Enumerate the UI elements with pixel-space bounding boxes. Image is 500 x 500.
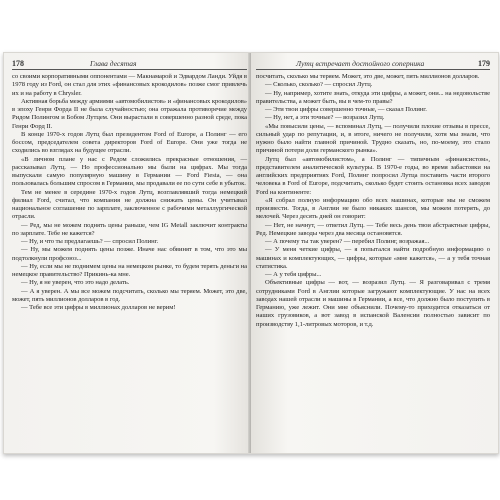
paragraph: — Ну, например, хотите знать, откуда эти цифры, а может, они... на недовольстве правительства, а может быть, вы в чем-то правы? bbox=[256, 89, 490, 105]
paragraph: со своими корпоративными оппонентами — Макнамарой и Эдвардом Ланди. Уйдя в 1978 году из Ford, он стал для этих «финансовых крокодилов» позже смог привлечь их и на работу в Chrysler. bbox=[12, 73, 247, 97]
paragraph: Активная борьба между армиями «автомобилистов» и «финансовых крокодилов» в эпоху Генри Форда II не была случайностью; она отражала противоречие между Ридом Полингом и Бобом Лутцем. Они вырастали в совершенно разной среде, пока Генри Форд II. bbox=[12, 97, 247, 130]
right-page-number: 179 bbox=[478, 59, 490, 68]
paragraph: — Ред, мы не можем поднять цены раньше, чем IG Metall заключит контракты по зарплате. Тебе не кажется? bbox=[12, 221, 247, 237]
paragraph: — А у тебя цифры... bbox=[265, 271, 322, 278]
paragraph: — Ну, мы можем поднять цены позже. Иначе нас обвинят в том, что это мы подтолкнули профсоюз... bbox=[12, 246, 247, 262]
paragraph: Объективные цифры — вот, — возразил Лутц. — Я разговаривал с тремя сотрудниками Ford в Англии которые загружают комплектующие. У нас на всех заводах нашей отрасли и машины в Германии, а все, что должно было поступить в Германию, уже лежит. Они мне объяснили. Почему-то приходится отказаться от наших грузовиков, а вот завод в испанской Валенсии полностью зависит по производству 1,1-литровых моторов, и т.д. bbox=[256, 279, 490, 328]
paragraph: — Эти твои цифры совершенно точные, — сказал Полинг. bbox=[265, 106, 427, 113]
paragraph: — Ну, нет, а эти точные? — возразил Лутц. bbox=[265, 114, 385, 122]
paragraph: Лутц был «автомобилистом», а Полинг — типичным «финансистом», представителем аналитической культуры. В 1970-е годы, во время забастовки на английских предприятиях Ford, Полинг попросил Лутца поставить части второго человека в Ford of Europe, подсчитать, сколько будет стоить остановка всех заводов Ford на континенте: bbox=[256, 155, 490, 196]
left-running-title: Глава десятая bbox=[90, 59, 137, 68]
paragraph: посчитать, сколько мы теряем. Может, это две, может, пять миллионов долларов. bbox=[256, 73, 480, 80]
paragraph: «Мы повысили цены, — вспоминал Лутц, — получили плохие отзывы в прессе, сильный удар по репутации, и, в итоге, ничего не получили, хотя мы знали, что нужно было найти главной причиной. Трудно сказать, но, по-моему, это стало причиной потери доли германского рынка». bbox=[256, 122, 490, 155]
paragraph: — Сколько, сколько? — спросил Лутц. bbox=[265, 81, 373, 89]
left-page bbox=[4, 53, 251, 453]
paragraph: — У меня четкие цифры, — я попытался найти подробную информацию о машинах и комплектующих, — цифры, которые «мне кажется», — а у тебя точная статистика. bbox=[256, 246, 490, 270]
paragraph: Тем не менее в середине 1970-х годов Лутц, возглавлявший тогда немецкий филиал Ford, считал, что компания не должна снижать цены. Он учитывал национальное соглашение по зарплате, заключенное с рабочими металлургической отрасли. bbox=[12, 188, 247, 221]
paragraph: — Нет, не начнут, — ответил Лутц. — Тебе весь день твои абстрактные цифры, Ред. Немецкие заводы через два месяца остановятся. bbox=[256, 221, 490, 237]
paragraph: — Ну, я не уверен, что это надо делать. bbox=[21, 279, 130, 287]
paragraph: — Ну, если мы не поднимем цены на немецком рынке, то будем терять деньги на немецкое правительство? Прикинь-ка мне. bbox=[12, 262, 247, 278]
left-page-header bbox=[12, 59, 247, 70]
paragraph: «В личном плане у нас с Редом сложились прекрасные отношения, — рассказывал Лутц. — Но профессионально мы были на цифрах. Мы тогда выпускали самую популярную машину в Германии — Ford Fiesta, — она пользовалась большим спросом в Германии, мы продавали ее по сути себе в убыток. bbox=[12, 155, 247, 188]
paragraph: — А я уверен. А мы все можем подсчитать, сколько мы теряем. Может, это две, может, пять миллионов долларов в год. bbox=[12, 287, 247, 303]
paragraph: В конце 1970-х годов Лутц был президентом Ford of Europe, а Полинг — его боссом, председателем совета директоров Ford of Europe. Они уже тогда не сходились во взглядах на будущее отрасли. bbox=[12, 130, 247, 155]
right-page bbox=[251, 53, 498, 453]
book-spread bbox=[3, 52, 499, 454]
paragraph: — А почему ты так уверен? — перебил Полинг, возражая... bbox=[265, 238, 430, 245]
paragraph: — Тебе все эти цифры в миллионах долларов не верим! bbox=[21, 304, 176, 311]
left-page-body bbox=[12, 73, 247, 312]
paragraph: «Я собрал полную информацию обо всех машинах, которые мы не сможем произвести. Тогда, в Англии не было никаких шансов, мы можем потерять, до мелочей. Через десять дней он говорит: bbox=[256, 196, 490, 221]
right-running-title: Лутц встречает достойного соперника bbox=[296, 59, 425, 68]
right-page-header bbox=[256, 59, 490, 70]
left-page-number: 178 bbox=[12, 59, 24, 68]
right-page-body bbox=[256, 73, 490, 329]
paragraph: — Ну, и что ты предлагаешь? — спросил Полинг. bbox=[21, 238, 159, 245]
